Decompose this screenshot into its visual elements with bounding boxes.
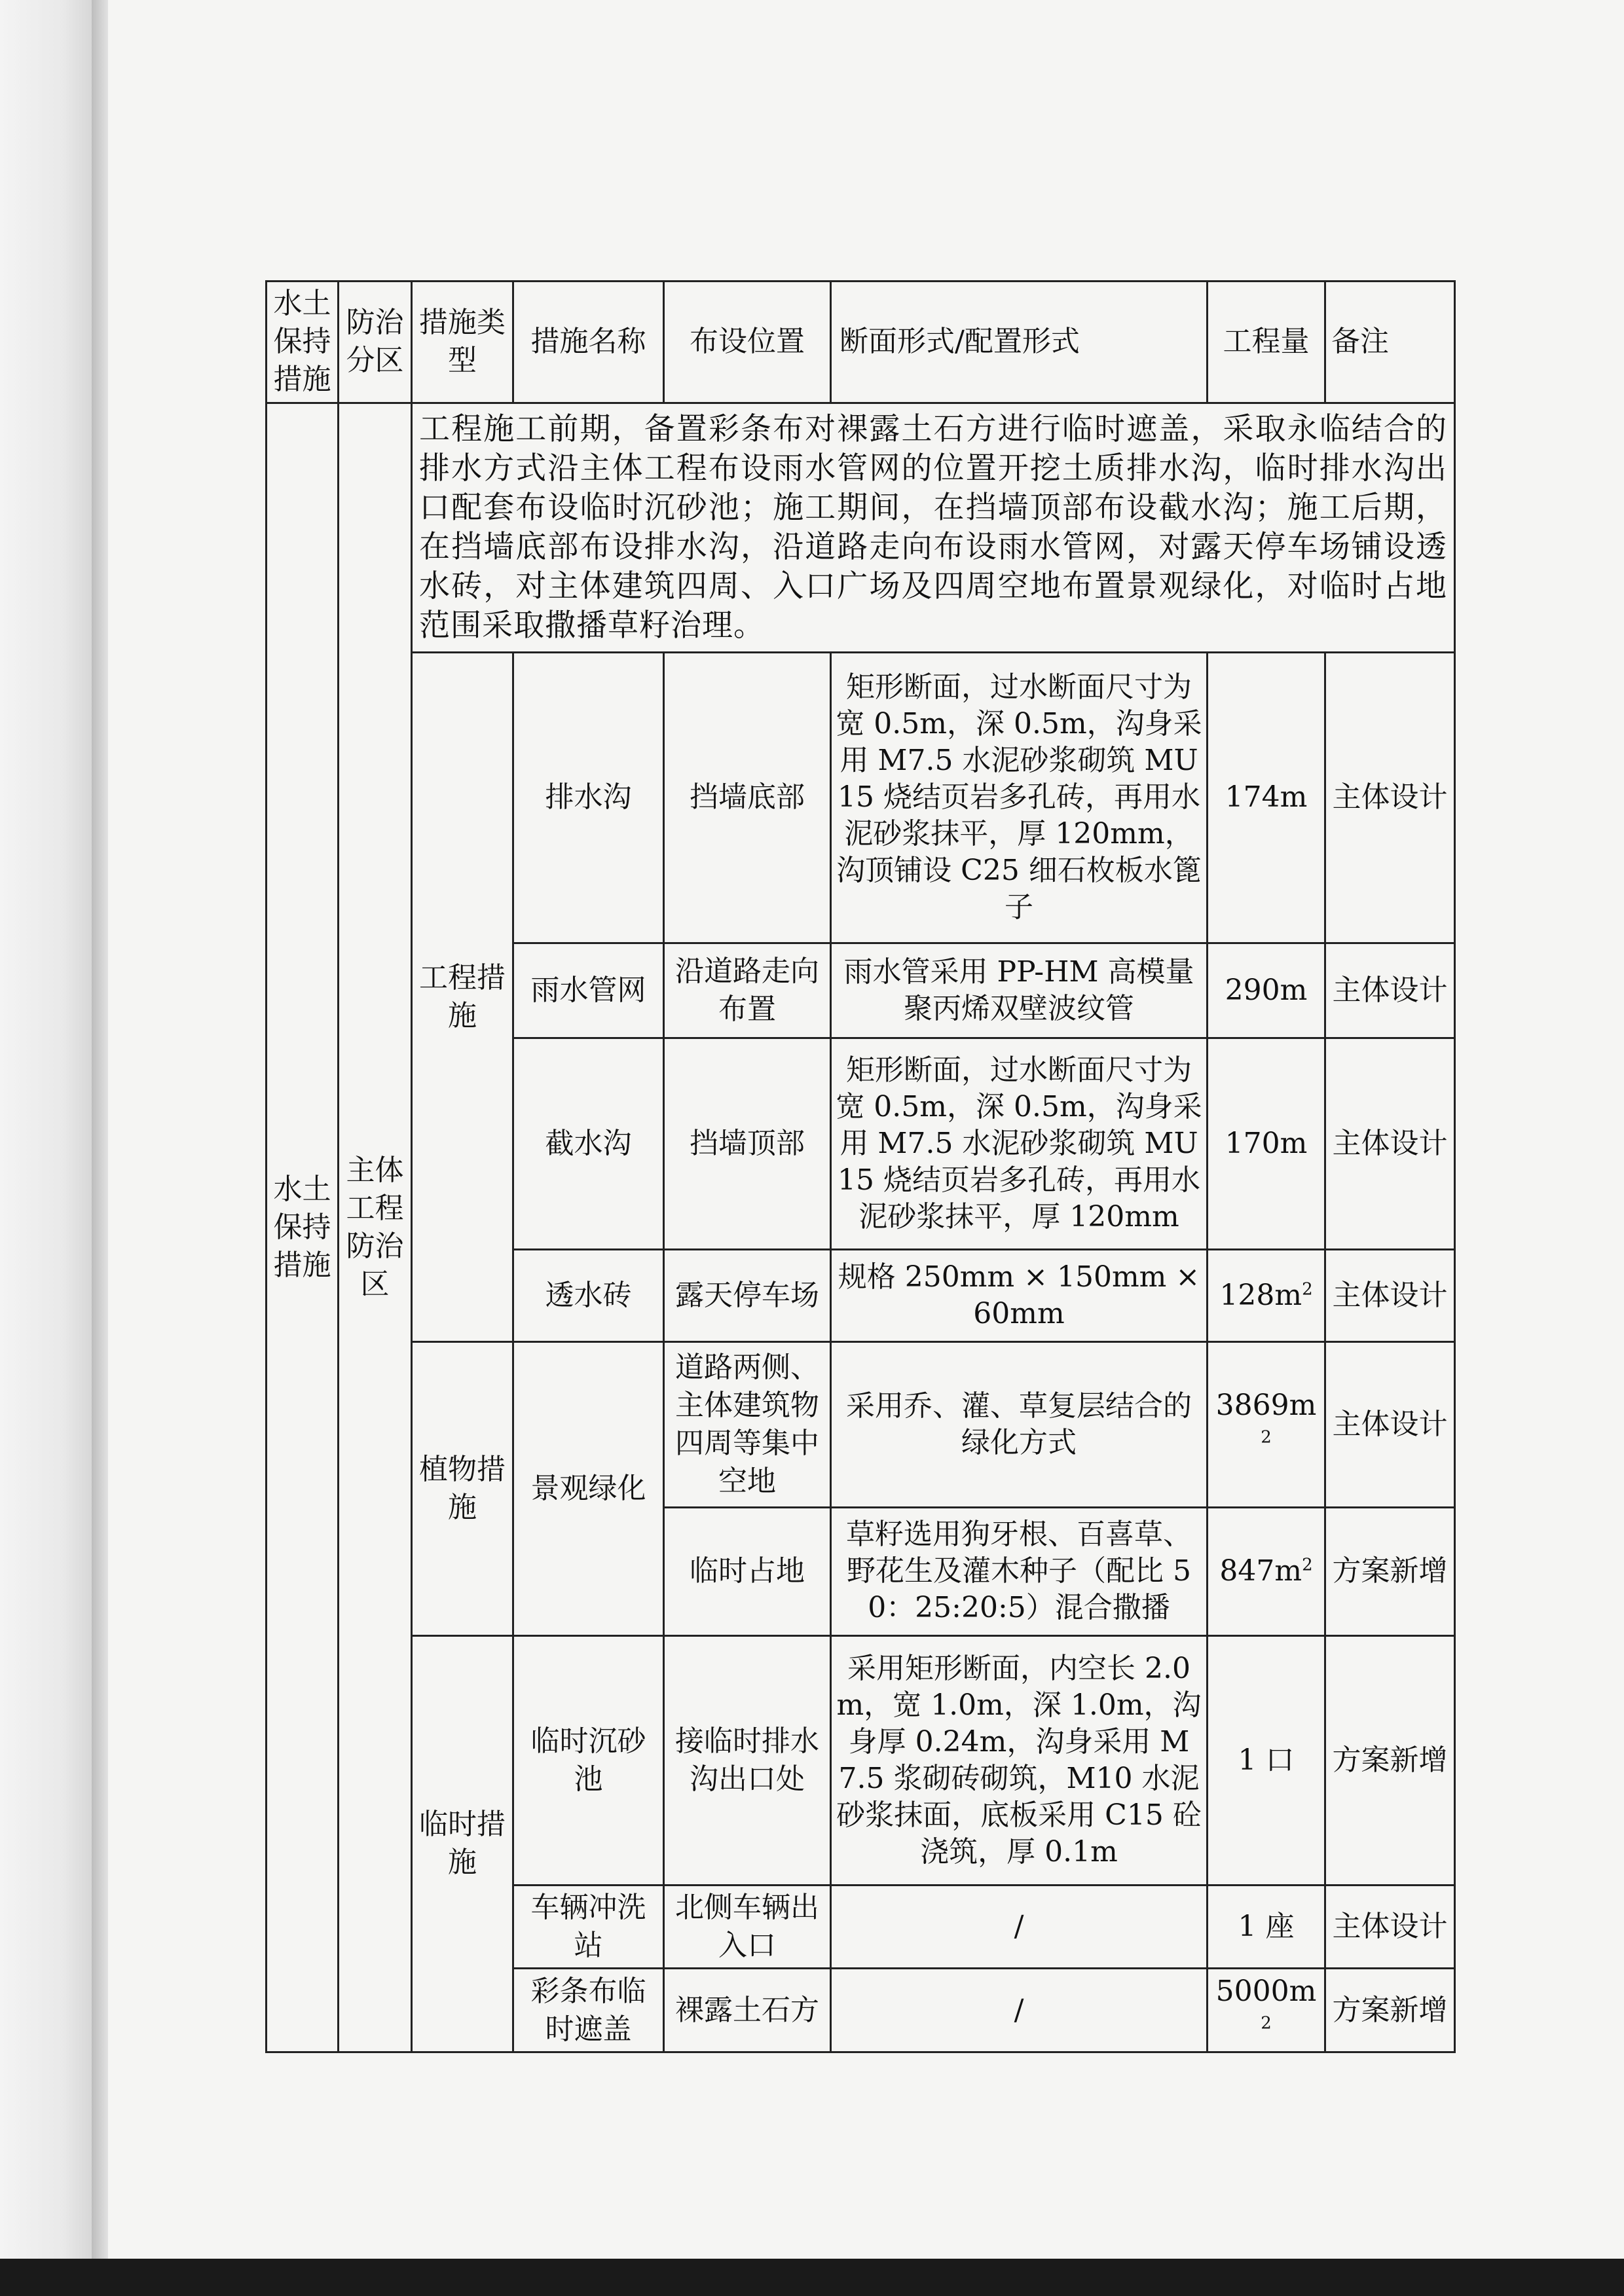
header-cell: 工程量 bbox=[1208, 282, 1325, 403]
quantity-cell bbox=[1208, 653, 1325, 943]
table-row bbox=[267, 653, 1455, 943]
form-cell: / bbox=[831, 1969, 1208, 2052]
table-row bbox=[267, 1635, 1455, 1885]
quantity-cell bbox=[1208, 1038, 1325, 1250]
scan-bottom-edge bbox=[0, 2259, 1624, 2296]
location-cell: 道路两侧、主体建筑物四周等集中空地 bbox=[664, 1341, 831, 1507]
location-cell: 露天停车场 bbox=[664, 1250, 831, 1342]
measure-name-cell: 截水沟 bbox=[513, 1038, 664, 1250]
note-cell: 方案新增 bbox=[1325, 1507, 1455, 1635]
note-cell: 主体设计 bbox=[1325, 1250, 1455, 1342]
form-cell: 雨水管采用 PP-HM 高模量聚丙烯双壁波纹管 bbox=[831, 943, 1208, 1038]
location-cell: 沿道路走向布置 bbox=[664, 943, 831, 1038]
measure-name-cell: 临时沉砂池 bbox=[513, 1635, 664, 1885]
header-cell: 防治分区 bbox=[339, 282, 412, 403]
form-cell: 矩形断面，过水断面尺寸为宽 0.5m，深 0.5m，沟身采用 M7.5 水泥砂浆砌筑 MU15 烧结页岩多孔砖，再用水泥砂浆抹平，厚 120mm bbox=[831, 1038, 1208, 1250]
quantity-value: 170m bbox=[1225, 1127, 1308, 1161]
table-row bbox=[267, 1341, 1455, 1507]
quantity-superscript: 2 bbox=[1261, 1427, 1272, 1448]
header-cell: 断面形式/配置形式 bbox=[831, 282, 1208, 403]
quantity-superscript: 2 bbox=[1302, 1555, 1313, 1575]
location-cell: 北侧车辆出入口 bbox=[664, 1885, 831, 1968]
measure-name-cell: 景观绿化 bbox=[513, 1341, 664, 1635]
note-cell: 方案新增 bbox=[1325, 1635, 1455, 1885]
quantity-value: 847m bbox=[1219, 1554, 1302, 1588]
measure-name-cell: 透水砖 bbox=[513, 1250, 664, 1342]
form-cell: 矩形断面，过水断面尺寸为宽 0.5m，深 0.5m，沟身采用 M7.5 水泥砂浆砌筑 MU15 烧结页岩多孔砖，再用水泥砂浆抹平，厚 120mm，沟顶铺设 C25 细石枚板水篦子 bbox=[831, 653, 1208, 943]
quantity-value: 290m bbox=[1225, 973, 1308, 1007]
intro-paragraph: 工程施工前期，备置彩条布对裸露土石方进行临时遮盖，采取永临结合的排水方式沿主体工程布设雨水管网的位置开挖土质排水沟，临时排水沟出口配套布设临时沉砂池；施工期间，在挡墙顶部布设截水沟；施工后期，在挡墙底部布设排水沟，沿道路走向布设雨水管网，对露天停车场铺设透水砖，对主体建筑四周、入口广场及四周空地布置景观绿化，对临时占地范围采取撒播草籽治理。 bbox=[412, 403, 1455, 652]
intro-row bbox=[267, 403, 1455, 652]
quantity-value: 128m bbox=[1219, 1279, 1302, 1313]
quantity-cell bbox=[1208, 1250, 1325, 1342]
form-cell: / bbox=[831, 1885, 1208, 1968]
measure-name-cell: 排水沟 bbox=[513, 653, 664, 943]
measure-name-cell: 彩条布临时遮盖 bbox=[513, 1969, 664, 2052]
form-cell: 草籽选用狗牙根、百喜草、野花生及灌木种子（配比 50：25:20:5）混合撒播 bbox=[831, 1507, 1208, 1635]
note-cell: 主体设计 bbox=[1325, 943, 1455, 1038]
note-cell: 主体设计 bbox=[1325, 1885, 1455, 1968]
measure-type-cell: 工程措施 bbox=[412, 653, 513, 1342]
header-row bbox=[267, 282, 1455, 403]
quantity-value: 1 座 bbox=[1238, 1910, 1295, 1944]
quantity-cell bbox=[1208, 943, 1325, 1038]
header-cell: 措施名称 bbox=[513, 282, 664, 403]
zone-cell: 主体工程防治区 bbox=[339, 403, 412, 2052]
note-cell: 主体设计 bbox=[1325, 1038, 1455, 1250]
location-cell: 裸露土石方 bbox=[664, 1969, 831, 2052]
measure-name-cell: 车辆冲洗站 bbox=[513, 1885, 664, 1968]
quantity-cell bbox=[1208, 1507, 1325, 1635]
form-cell: 采用乔、灌、草复层结合的绿化方式 bbox=[831, 1341, 1208, 1507]
measure-type-cell: 植物措施 bbox=[412, 1341, 513, 1635]
location-cell: 挡墙底部 bbox=[664, 653, 831, 943]
quantity-cell bbox=[1208, 1885, 1325, 1968]
header-cell: 水土保持措施 bbox=[267, 282, 339, 403]
note-cell: 主体设计 bbox=[1325, 1341, 1455, 1507]
quantity-value: 5000m bbox=[1215, 1974, 1317, 2008]
location-cell: 临时占地 bbox=[664, 1507, 831, 1635]
measure-type-cell: 临时措施 bbox=[412, 1635, 513, 2052]
location-cell: 接临时排水沟出口处 bbox=[664, 1635, 831, 1885]
form-cell: 规格 250mm × 150mm × 60mm bbox=[831, 1250, 1208, 1342]
header-cell: 布设位置 bbox=[664, 282, 831, 403]
quantity-cell bbox=[1208, 1969, 1325, 2052]
quantity-value: 174m bbox=[1225, 780, 1308, 814]
quantity-superscript: 2 bbox=[1302, 1279, 1313, 1300]
form-cell: 采用矩形断面，内空长 2.0m，宽 1.0m，深 1.0m，沟身厚 0.24m，沟身采用 M7.5 浆砌砖砌筑，M10 水泥砂浆抹面，底板采用 C15 砼浇筑，厚 0.1m bbox=[831, 1635, 1208, 1885]
soil-conservation-measures-table bbox=[265, 280, 1456, 2053]
note-cell: 主体设计 bbox=[1325, 653, 1455, 943]
page-left-edge bbox=[0, 0, 105, 2296]
measure-name-cell: 雨水管网 bbox=[513, 943, 664, 1038]
quantity-value: 3869m bbox=[1215, 1388, 1317, 1422]
quantity-value: 1 口 bbox=[1238, 1743, 1295, 1777]
measure-category-cell: 水土保持措施 bbox=[267, 403, 339, 2052]
header-cell: 备注 bbox=[1325, 282, 1455, 403]
location-cell: 挡墙顶部 bbox=[664, 1038, 831, 1250]
quantity-superscript: 2 bbox=[1261, 2013, 1272, 2033]
quantity-cell bbox=[1208, 1341, 1325, 1507]
header-cell: 措施类型 bbox=[412, 282, 513, 403]
quantity-cell bbox=[1208, 1635, 1325, 1885]
note-cell: 方案新增 bbox=[1325, 1969, 1455, 2052]
